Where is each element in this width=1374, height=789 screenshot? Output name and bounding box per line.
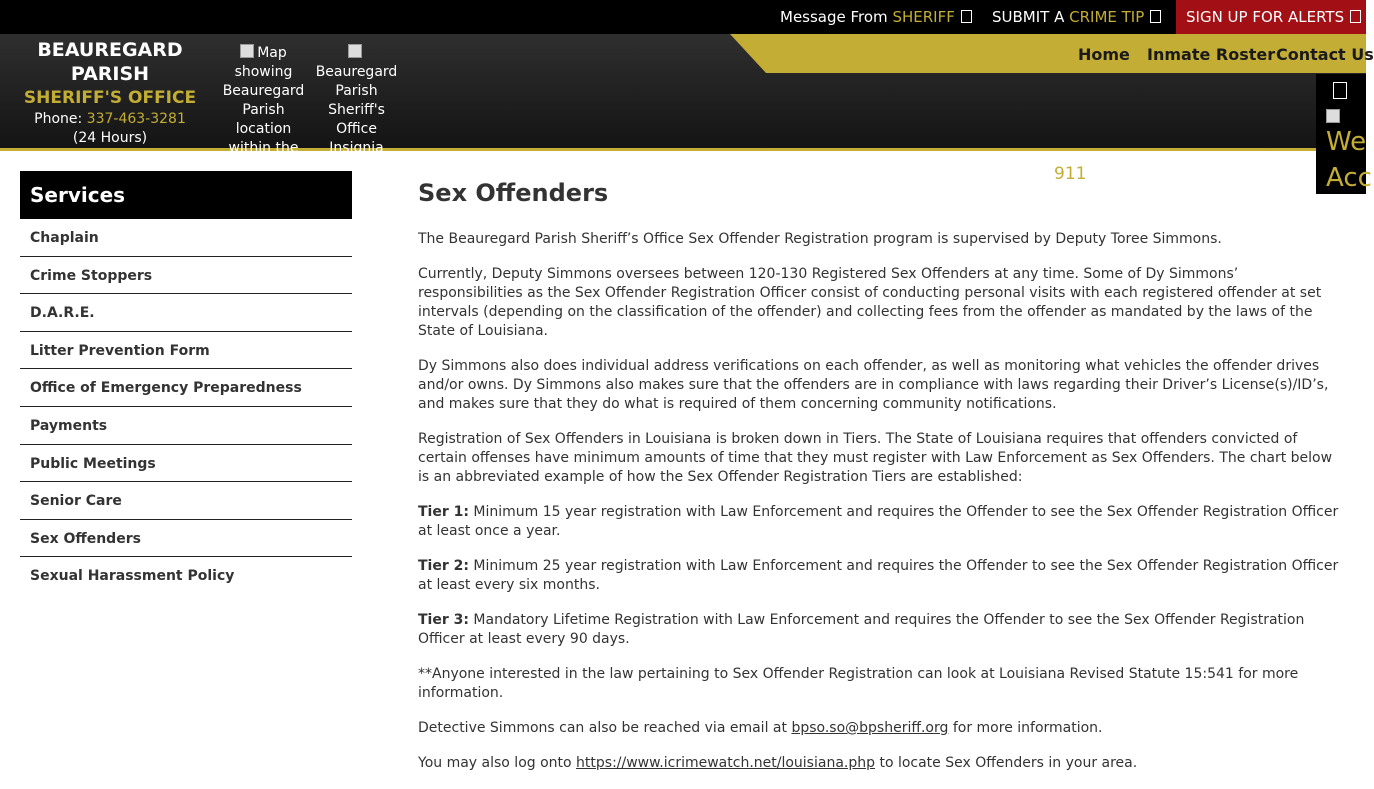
message-from-sheriff-link[interactable] (780, 0, 972, 34)
sidebar-item-chaplain[interactable]: Chaplain (20, 219, 352, 257)
verification-paragraph: Dy Simmons also does individual address verifications on each offender, as well as monitoring what vehicles the offender drives and/or owns. Dy Simmons also makes sure that the offenders are in compliance with laws regarding their Driver’s License(s)/ID’s, and makes sure that they do what is required of them concerning community notifications. (418, 358, 1329, 412)
tier1-label: Tier 1: (418, 504, 469, 520)
email-prefix: Detective Simmons can also be reached via email at (418, 720, 792, 736)
top-bar (0, 0, 1366, 34)
map-alt-text: Map showing Beauregard Parish location within the (222, 45, 305, 156)
sidebar-item-senior-care[interactable]: Senior Care (20, 482, 352, 520)
sidebar-item-emergency-preparedness[interactable]: Office of Emergency Preparedness (20, 369, 352, 407)
tier3-label: Tier 3: (418, 612, 469, 628)
brand-phone-line (0, 110, 220, 129)
phone-label: Phone: (34, 111, 83, 127)
statute-paragraph: **Anyone interested in the law pertaining to Sex Offender Registration can look at Louisiana Revised Statute 15:541 for more information. (418, 666, 1299, 701)
sidebar-item-sexual-harassment-policy[interactable]: Sexual Harassment Policy (30, 568, 235, 585)
insignia-alt-text: Beauregard Parish Sheriff's Office Insignia (315, 64, 398, 156)
tier3-text: Mandatory Lifetime Registration with Law Enforcement and requires the Offender to see the Sex Offender Registration Officer at least every 90 days. (418, 612, 1305, 647)
tier2-text: Minimum 25 year registration with Law Enforcement and requires the Offender to see the Sex Offender Registration Officer at least every six months. (418, 558, 1339, 593)
sidebar-item-payments[interactable]: Payments (20, 407, 352, 445)
page-title: Sex Offenders (418, 179, 609, 207)
accessibility-icon (1333, 82, 1347, 99)
brand-parish: BEAUREGARD PARISH (37, 39, 183, 85)
nav-inmate-roster[interactable]: Inmate Roster (1147, 45, 1276, 64)
external-link-icon (961, 10, 972, 23)
main-content (418, 176, 1340, 789)
sidebar-item-dare[interactable]: D.A.R.E. (20, 294, 352, 332)
nav-contact-us[interactable]: Contact Us (1276, 45, 1374, 64)
insignia-image (310, 44, 403, 156)
accessibility-line1: We (1326, 127, 1367, 157)
brand-office: SHERIFF'S OFFICE (23, 88, 197, 108)
log-prefix: You may also log onto (418, 755, 577, 771)
tip-accent: CRIME TIP (1069, 8, 1145, 26)
external-link-icon (1350, 10, 1361, 23)
message-accent: SHERIFF (892, 8, 955, 26)
emergency-911: 911 (1054, 164, 1087, 184)
broken-image-icon (348, 44, 362, 58)
submit-crime-tip-link[interactable] (992, 0, 1161, 34)
brand-hours: (24 Hours) (72, 130, 148, 146)
email-suffix: for more information. (948, 720, 1103, 736)
tier2-label: Tier 2: (418, 558, 469, 574)
broken-image-icon (1326, 109, 1340, 123)
icrimewatch-paragraph (418, 754, 1340, 773)
sidebar-item-crime-stoppers[interactable]: Crime Stoppers (20, 257, 352, 295)
sidebar-item-public-meetings[interactable]: Public Meetings (20, 445, 352, 483)
sidebar-item-litter-prevention[interactable]: Litter Prevention Form (20, 332, 352, 370)
intro-paragraph: The Beauregard Parish Sheriff’s Office Sex Offender Registration program is supervised by Deputy Toree Simmons. (418, 231, 1222, 247)
site-brand[interactable] (0, 38, 220, 148)
tier1-paragraph (418, 503, 1340, 541)
email-paragraph (418, 719, 1340, 738)
message-prefix: Message From (780, 8, 888, 26)
accessibility-line2: Acc (1326, 163, 1372, 193)
sign-up-alerts-button[interactable] (1176, 0, 1366, 34)
tiers-paragraph: Registration of Sex Offenders in Louisiana is broken down in Tiers. The State of Louisiana requires that offenders convicted of certain offenses have minimum amounts of time that they must register with Law Enforcement as Sex Offenders. The chart below is an abbreviated example of how the Sex Offender Registration Tiers are established: (418, 431, 1333, 485)
tip-prefix: SUBMIT A (992, 8, 1065, 26)
broken-image-icon (240, 44, 254, 58)
services-menu (20, 219, 352, 595)
tier3-paragraph (418, 611, 1340, 649)
alerts-label: SIGN UP FOR ALERTS (1186, 8, 1345, 26)
oversight-paragraph: Currently, Deputy Simmons oversees between 120-130 Registered Sex Offenders at any time. Some of Dy Simmons’ responsibilities as the Sex Offender Registration Officer consist of conducting personal visits with each registered offender at set intervals (depending on the classification of the offender) and collecting fees from the offender as mandated by the laws of the State of Louisiana. (418, 266, 1322, 339)
external-link-icon (1150, 10, 1161, 23)
sidebar-item-sex-offenders[interactable]: Sex Offenders (20, 520, 352, 558)
tier2-paragraph (418, 557, 1340, 595)
header-divider (0, 148, 1366, 151)
phone-number-link[interactable]: 337-463-3281 (86, 111, 186, 127)
nav-home[interactable]: Home (1078, 45, 1130, 64)
sidebar-title: Services (20, 171, 352, 219)
email-link[interactable]: bpso.so@bpsheriff.org (791, 720, 949, 736)
log-suffix: to locate Sex Offenders in your area. (875, 755, 1138, 771)
tier1-text: Minimum 15 year registration with Law Enforcement and requires the Offender to see the Sex Offender Registration Officer at least once a year. (418, 504, 1339, 539)
parish-map-image (220, 44, 307, 156)
icrimewatch-link[interactable]: https://www.icrimewatch.net/louisiana.php (576, 755, 875, 771)
